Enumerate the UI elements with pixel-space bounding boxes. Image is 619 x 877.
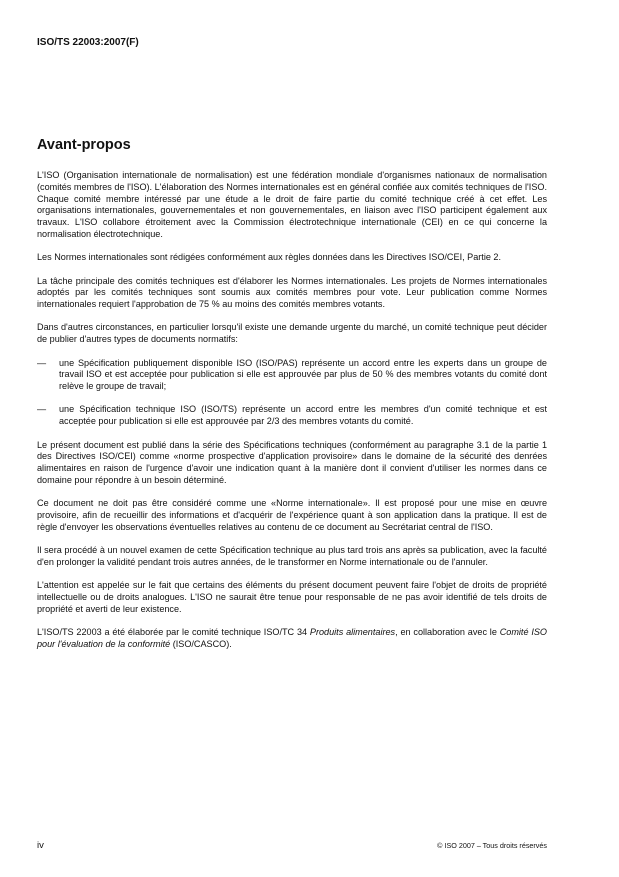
list-item [37, 358, 547, 393]
list-item [37, 404, 547, 428]
paragraph-review: Il sera procédé à un nouvel examen de cette Spécification technique au plus tard trois ans après sa publication, avec la faculté d'en prolonger la validité pendant trois autres années, de le transformer en Norme internationale ou de l'annuler. [37, 545, 547, 567]
foreword-body [37, 170, 547, 662]
list-dash: — [37, 404, 47, 415]
page-number: iv [37, 840, 44, 851]
prepared-by-text-3: (ISO/CASCO). [170, 638, 232, 649]
paragraph-not-international-standard: Ce document ne doit pas être considéré comme une «Norme internationale». Il est proposé pour une mise en œuvre provisoire, afin de recueillir des informations et d'acquérir de l'expérience quant à son application dans la pratique. Il est de règle d'envoyer les observations éventuelles relatives au contenu de ce document au Secrétariat central de l'ISO. [37, 498, 547, 532]
prepared-by-text-2: , en collaboration avec le [395, 627, 500, 638]
paragraph-other-circumstances: Dans d'autres circonstances, en particulier lorsqu'il existe une demande urgente du marché, un comité technique peut décider de publier d'autres types de documents normatifs: [37, 322, 547, 345]
paragraph-drafting-rules: Les Normes internationales sont rédigées conformément aux règles données dans les Directives ISO/CEI, Partie 2. [37, 252, 502, 263]
paragraph-prepared-by [37, 627, 547, 651]
list-item-text: une Spécification technique ISO (ISO/TS) représente un accord entre les membres d'un comité technique et est acceptée pour publication si elle est approuvée par 2/3 des membres votants du comité. [59, 404, 547, 427]
list-item-text: une Spécification publiquement disponible ISO (ISO/PAS) représente un accord entre les experts dans un groupe de travail ISO et est acceptée pour publication si elle est approuvée par plus de 50 % des membres votants du comité dont relève le groupe de travail; [59, 357, 547, 392]
document-header-id: ISO/TS 22003:2007(F) [37, 37, 139, 48]
copyright-notice: © ISO 2007 – Tous droits réservés [437, 841, 547, 850]
list-dash: — [37, 357, 47, 368]
paragraph-patent-rights: L'attention est appelée sur le fait que certains des éléments du présent document peuvent faire l'objet de droits de propriété intellectuelle ou de droits analogues. L'ISO ne saurait être tenue pour responsable de ne pas avoir identifié de tels droits de propriété et averti de leur existence. [37, 580, 547, 614]
committee-name: Produits alimentaires [309, 627, 396, 638]
paragraph-main-task: La tâche principale des comités techniques est d'élaborer les Normes internationales. Les projets de Normes internationales adoptés par les comités techniques sont soumis aux comités membres pour vote. Leur publication comme Normes internationales requiert l'approbation de 75 % au moins des comités membres votants. [37, 275, 547, 310]
page-title: Avant-propos [37, 137, 131, 153]
paragraph-publication-series: Le présent document est publié dans la série des Spécifications techniques (conformément au paragraphe 3.1 de la partie 1 des Directives ISO/CEI) comme «norme prospective d'application provisoire» dans le domaine de la sécurité des denrées alimentaires en raison de l'urgence d'avoir une indication quant à la manière dont il convient d'utiliser les normes dans ce domaine pour répondre à un besoin déterminé. [37, 439, 547, 485]
casco-name: Comité ISO pour l'évaluation de la conformité [37, 627, 547, 649]
prepared-by-text: L'ISO/TS 22003 a été élaborée par le comité technique ISO/TC 34 [37, 627, 310, 638]
paragraph-iso-intro: L'ISO (Organisation internationale de normalisation) est une fédération mondiale d'organismes nationaux de normalisation (comités membres de l'ISO). L'élaboration des Normes internationales est en général confiée aux comités techniques de l'ISO. Chaque comité membre intéressé par une étude a le droit de faire partie du comité technique créé à cet effet. Les organisations internationales, gouvernementales et non gouvernementales, en liaison avec l'ISO participent également aux travaux. L'ISO collabore étroitement avec la Commission électrotechnique internationale (CEI) en ce qui concerne la normalisation électrotechnique. [37, 170, 547, 239]
